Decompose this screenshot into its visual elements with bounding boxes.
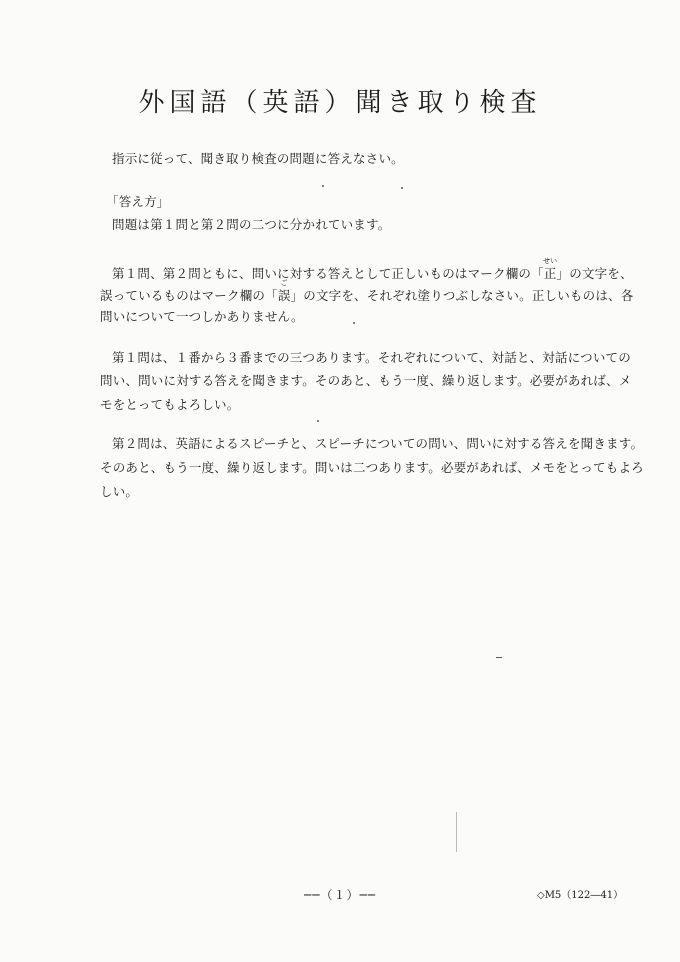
para2-line3: モをとってもよろしい。 [100, 397, 240, 412]
scan-speck [496, 657, 502, 658]
exam-code: ◇M5（122―41） [537, 890, 624, 901]
sei-ruby: せい [542, 257, 558, 265]
para1-line1-before: 第１問、第２問ともに、問いに対する答えとして正しいものはマーク欄の「 [112, 266, 544, 281]
sei-char-text: 正 [543, 266, 557, 281]
para1-line1-after: 」の文字を、 [556, 266, 633, 281]
para3-line3: しい。 [100, 484, 139, 499]
scan-speck [401, 187, 403, 189]
go-char [277, 279, 291, 304]
go-char-text: 誤 [277, 288, 291, 303]
section-heading: 「答え方」 [106, 194, 170, 209]
overview-text: 問題は第１問と第２問の二つに分かれています。 [112, 217, 391, 232]
para1-line2-before: 誤っているものはマーク欄の「 [100, 288, 278, 303]
page-title: 外国語（英語）聞き取り検査 [138, 88, 542, 118]
page-number: ──（１）── [304, 888, 376, 902]
go-ruby: ご [280, 279, 288, 287]
scan-speck [456, 812, 457, 852]
scan-speck [322, 185, 324, 187]
para1-line1 [112, 257, 633, 282]
scan-speck [317, 420, 319, 422]
para3-line2: そのあと、もう一度、繰り返します。問いは二つあります。必要があれば、メモをとってもよろ [100, 460, 644, 475]
para2-line1: 第１問は、１番から３番までの三つあります。それぞれについて、対話と、対話についての [112, 350, 631, 365]
para1-line2-after: 」の文字を、それぞれ塗りつぶしなさい。正しいものは、各 [290, 288, 634, 303]
para2-line2: 問い、問いに対する答えを聞きます。そのあと、もう一度、繰り返します。必要があれば、メ [100, 373, 632, 388]
sei-char [542, 257, 558, 282]
para3-line1: 第２問は、英語によるスピーチと、スピーチについての問い、問いに対する答えを聞きます。 [112, 436, 644, 451]
para1-line2 [100, 279, 634, 304]
para1-line3: 問いについて一つしかありません。 [100, 309, 304, 324]
scan-speck [353, 322, 355, 324]
intro-text: 指示に従って、聞き取り検査の問題に答えなさい。 [112, 151, 404, 166]
